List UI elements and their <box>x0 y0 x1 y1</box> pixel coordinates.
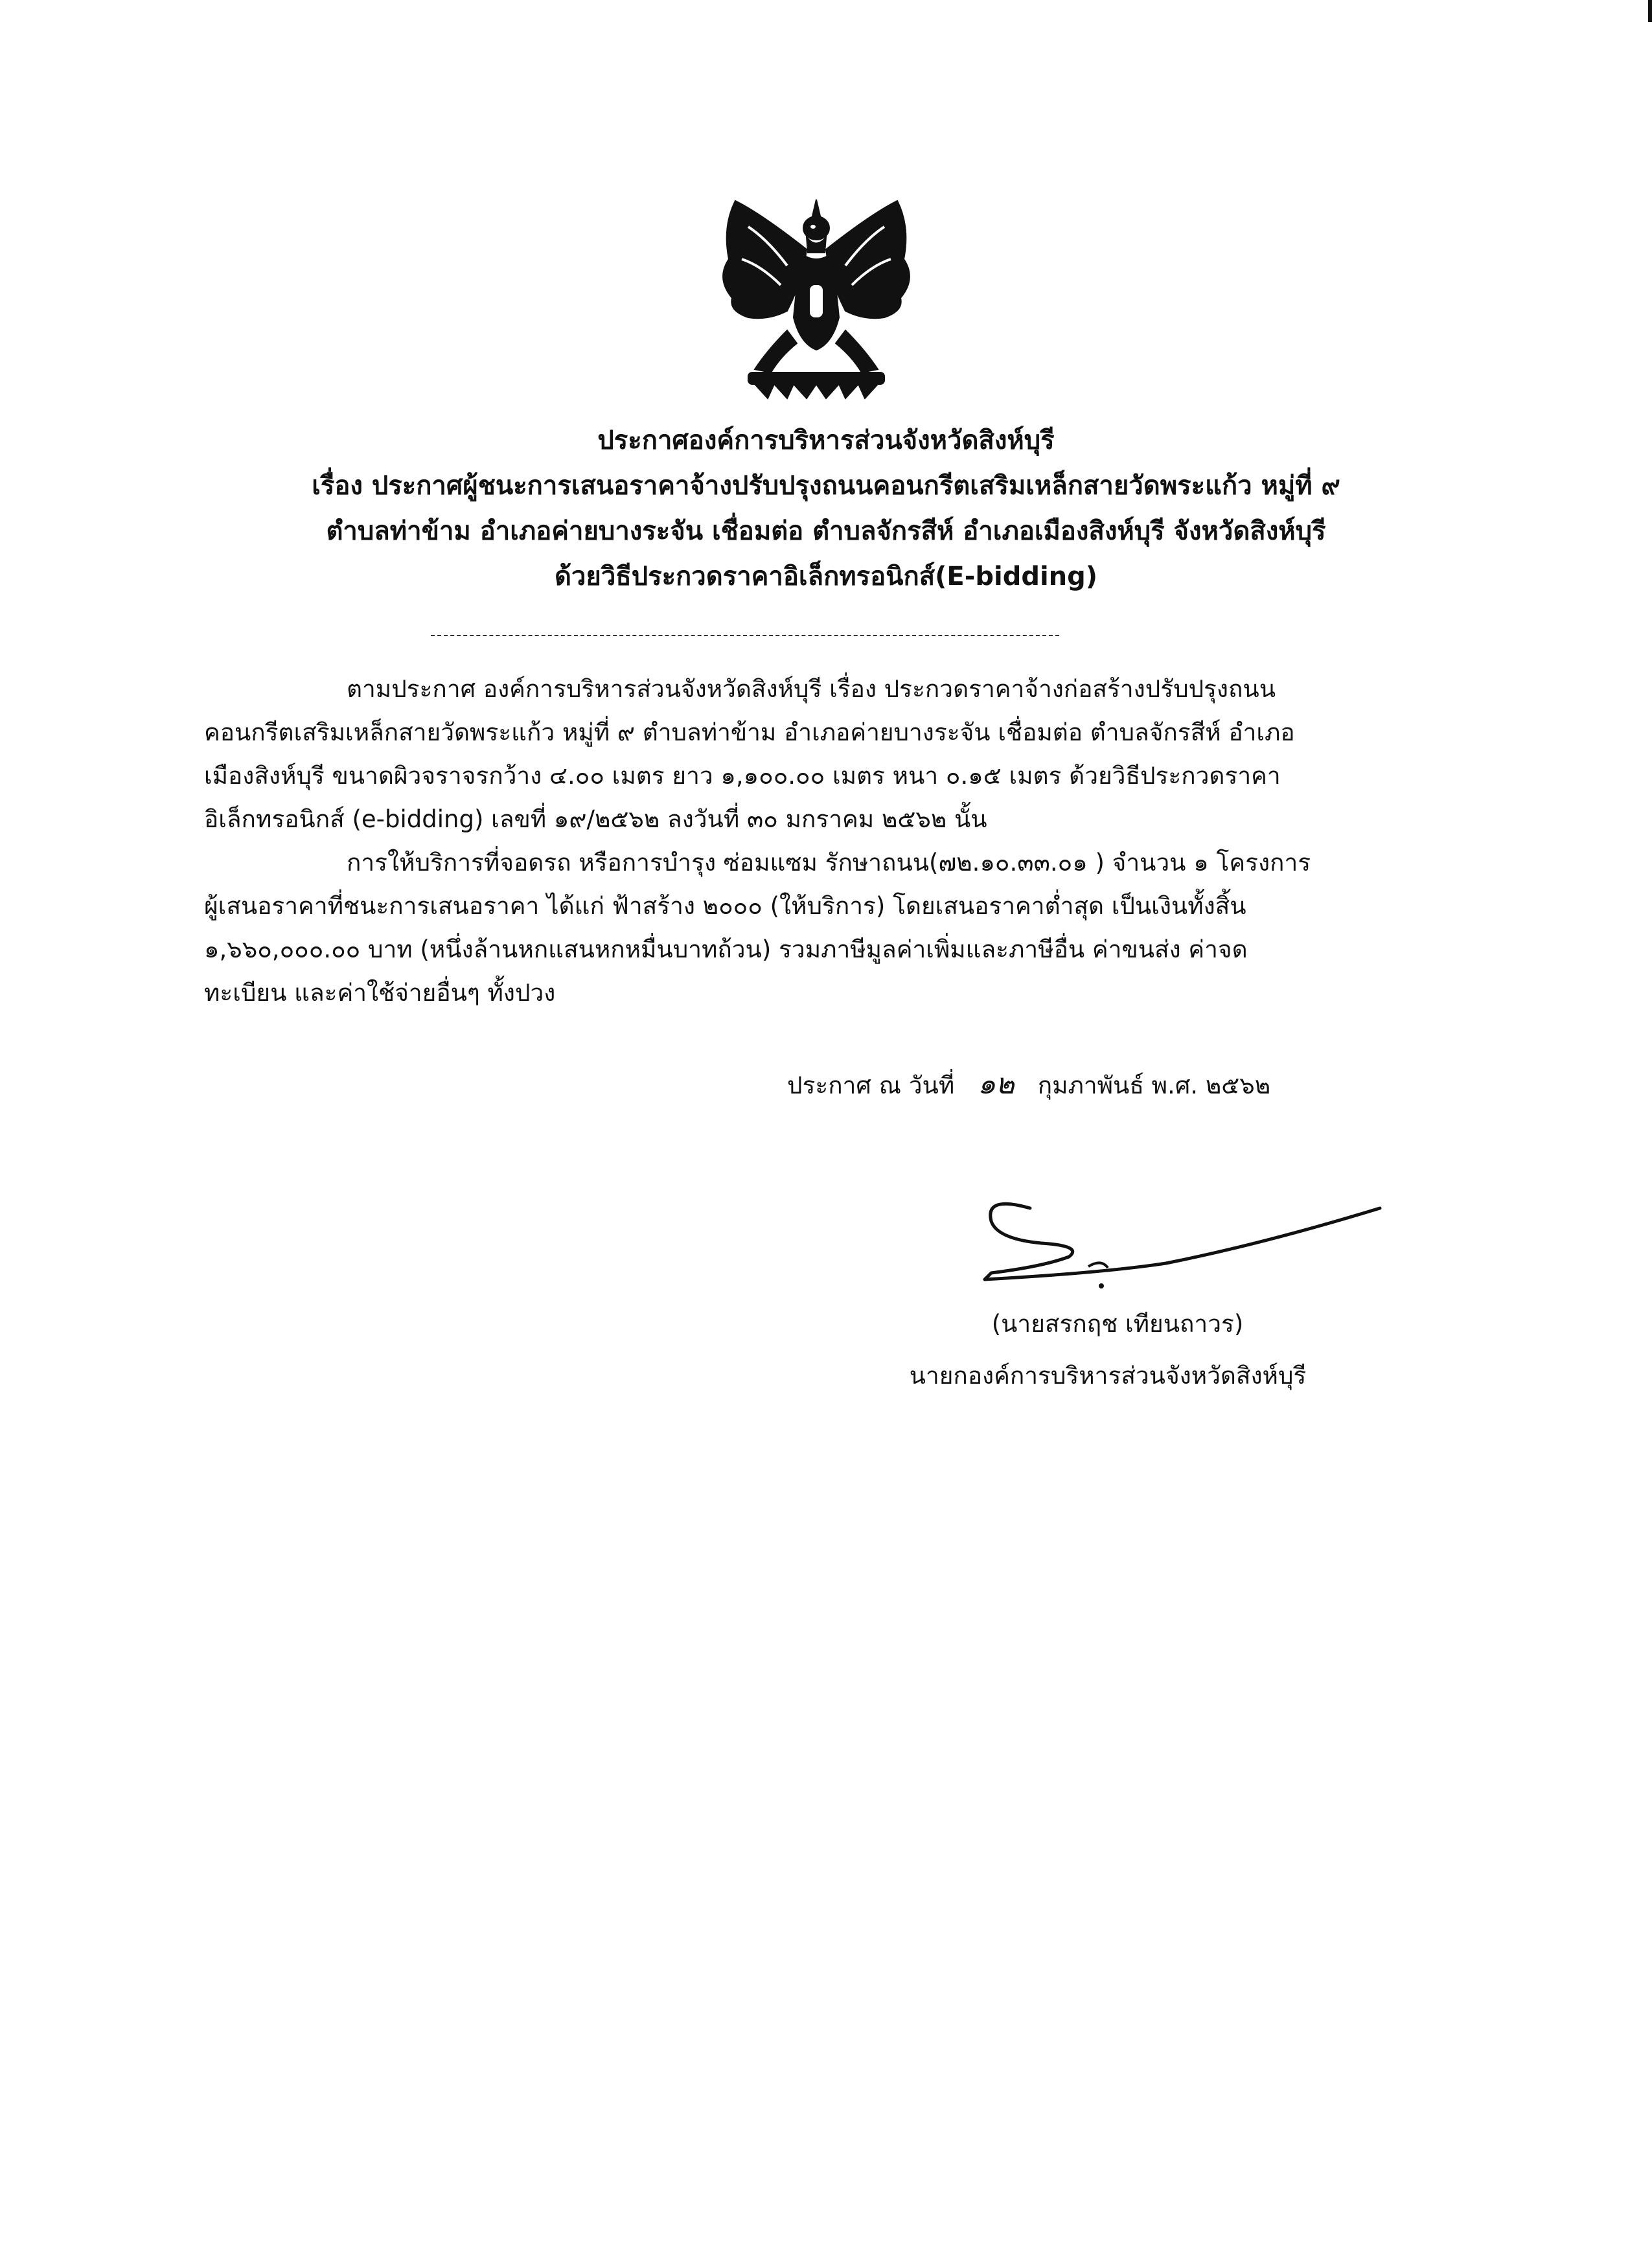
signer-title: นายกองค์การบริหารส่วนจังหวัดสิงห์บุรี <box>909 1362 1307 1390</box>
header-subject: เรื่อง ประกาศผู้ชนะการเสนอราคาจ้างปรับปรุงถนนคอนกรีตเสริมเหล็กสายวัดพระแก้ว หมู่ที่ ๙ <box>312 471 1340 501</box>
header-location: ตำบลท่าข้าม อำเภอค่ายบางระจัน เชื่อมต่อ ตำบลจักรสีห์ อำเภอเมืองสิงห์บุรี จังหวัดสิงห์บุรี <box>326 516 1326 546</box>
header-issuer: ประกาศองค์การบริหารส่วนจังหวัดสิงห์บุรี <box>597 426 1055 455</box>
paragraph1-line: อิเล็กทรอนิกส์ (e-bidding) เลขที่ ๑๙/๒๕๖๒ ลงวันที่ ๓๐ มกราคม ๒๕๖๒ นั้น <box>204 805 987 833</box>
announcement-date <box>787 1062 1270 1107</box>
handwritten-signature <box>972 1182 1393 1299</box>
garuda-emblem-icon <box>709 188 923 408</box>
announcement-body <box>204 667 1432 1014</box>
date-prefix: ประกาศ ณ วันที่ <box>787 1071 955 1099</box>
paragraph2-line: ทะเบียน และค่าใช้จ่ายอื่นๆ ทั้งปวง <box>204 979 556 1007</box>
header-method: ด้วยวิธีประกวดราคาอิเล็กทรอนิกส์(E-bidding) <box>554 562 1098 591</box>
paragraph1-line: คอนกรีตเสริมเหล็กสายวัดพระแก้ว หมู่ที่ ๙ ตำบลท่าข้าม อำเภอค่ายบางระจัน เชื่อมต่อ ตำบลจักรสีห์ อำเภอ <box>204 718 1295 746</box>
date-suffix: กุมภาพันธ์ พ.ศ. ๒๕๖๒ <box>1037 1071 1271 1099</box>
paragraph2-line: ๑,๖๖๐,๐๐๐.๐๐ บาท (หนึ่งล้านหกแสนหกหมื่นบาทถ้วน) รวมภาษีมูลค่าเพิ่มและภาษีอื่น ค่าขนส่ง ค่าจด <box>204 935 1248 963</box>
scan-edge-mark <box>1648 0 1652 22</box>
paragraph1-line: ตามประกาศ องค์การบริหารส่วนจังหวัดสิงห์บุรี เรื่อง ประกวดราคาจ้างก่อสร้างปรับปรุงถนน <box>347 675 1276 703</box>
paragraph2-line: ผู้เสนอราคาที่ชนะการเสนอราคา ได้แก่ ฟ้าสร้าง ๒๐๐๐ (ให้บริการ) โดยเสนอราคาต่ำสุด เป็นเงินทั้งสิ้น <box>204 892 1246 920</box>
paragraph2-line: การให้บริการที่จอดรถ หรือการบำรุง ซ่อมแซม รักษาถนน(๗๒.๑๐.๓๓.๐๑ ) จำนวน ๑ โครงการ <box>347 849 1311 876</box>
paragraph1-line: เมืองสิงห์บุรี ขนาดผิวจราจรกว้าง ๔.๐๐ เมตร ยาว ๑,๑๐๐.๐๐ เมตร หนา ๐.๑๕ เมตร ด้วยวิธีประกวดราคา <box>204 762 1281 790</box>
announcement-header <box>162 418 1490 599</box>
dashed-divider <box>431 635 1059 636</box>
signer-name: (นายสรกฤช เทียนถาวร) <box>991 1310 1244 1338</box>
date-day-handwritten: ๑๒ <box>977 1068 1015 1101</box>
